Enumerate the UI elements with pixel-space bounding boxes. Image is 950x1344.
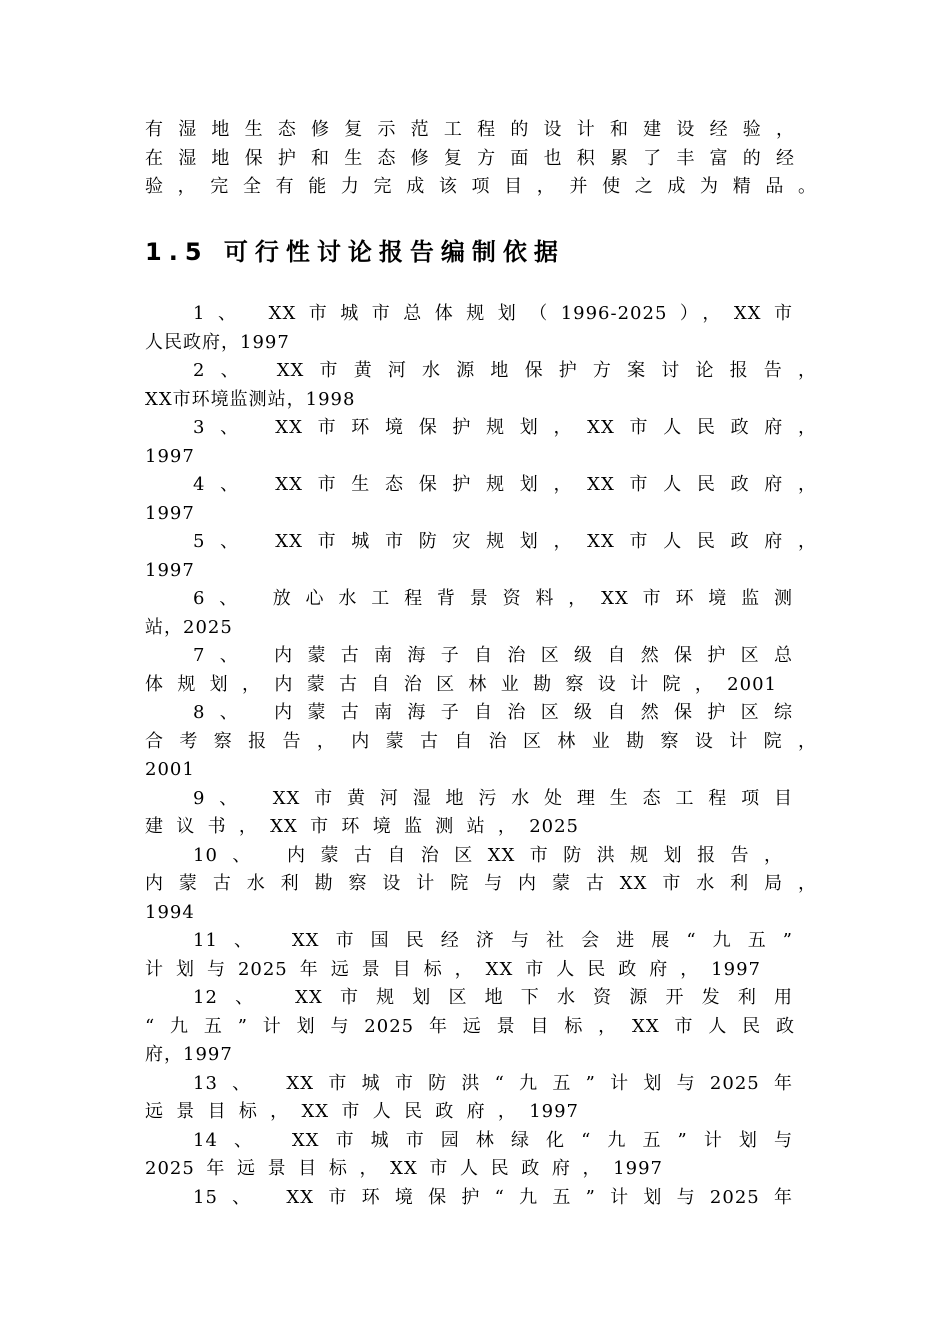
reference-line: 府，1997 — [145, 1044, 233, 1065]
reference-line: 1、 XX市城市总体规划（1996-2025），XX市 — [193, 303, 793, 324]
reference-line: 8、 内蒙古南海子自治区级自然保护区综 — [193, 702, 793, 723]
reference-line: 13、 XX市城市防洪“九五”计划与2025年 — [193, 1073, 793, 1094]
reference-line: 4、 XX市生态保护规划，XX市人民政府， — [193, 474, 817, 495]
reference-line: 2025年远景目标，XX市人民政府，1997 — [145, 1158, 663, 1179]
intro-line: 在湿地保护和生态修复方面也积累了丰富的经 — [145, 148, 795, 169]
reference-line: 1994 — [145, 902, 195, 923]
section-heading: 1.5 可行性讨论报告编制依据 — [145, 238, 565, 266]
reference-line: 11、 XX市国民经济与社会进展“九五” — [193, 930, 793, 951]
reference-line: 9、 XX市黄河湿地污水处理生态工程项目 — [193, 788, 793, 809]
intro-line: 有湿地生态修复示范工程的设计和建设经验， — [145, 119, 795, 140]
reference-line: 6、 放心水工程背景资料，XX市环境监测 — [193, 588, 793, 609]
reference-line: 远景目标，XX市人民政府，1997 — [145, 1101, 579, 1122]
reference-line: 计划与2025年远景目标，XX市人民政府，1997 — [145, 959, 761, 980]
reference-line: 人民政府，1997 — [145, 332, 290, 353]
reference-line: 1997 — [145, 446, 195, 467]
intro-line: 验，完全有能力完成该项目，并使之成为精品。 — [145, 176, 817, 197]
reference-line: 14、 XX市城市园林绿化“九五”计划与 — [193, 1130, 793, 1151]
reference-line: 10、 内蒙古自治区XX市防洪规划报告， — [193, 845, 783, 866]
reference-line: 7、 内蒙古南海子自治区级自然保护区总 — [193, 645, 793, 666]
reference-line: 体规划，内蒙古自治区林业勘察设计院，2001 — [145, 674, 777, 695]
reference-line: 1997 — [145, 560, 195, 581]
reference-line: 15、 XX市环境保护“九五”计划与2025年 — [193, 1187, 793, 1208]
reference-line: 建议书，XX市环境监测站，2025 — [145, 816, 579, 837]
reference-line: 2、 XX市黄河水源地保护方案讨论报告， — [193, 360, 817, 381]
reference-line: 合考察报告，内蒙古自治区林业勘察设计院， — [145, 731, 817, 752]
reference-line: 站，2025 — [145, 617, 233, 638]
reference-line: XX市环境监测站，1998 — [145, 389, 356, 410]
reference-line: “九五”计划与2025年远景目标，XX市人民政 — [145, 1016, 795, 1037]
reference-line: 1997 — [145, 503, 195, 524]
reference-line: 12、 XX市规划区地下水资源开发利用 — [193, 987, 793, 1008]
reference-line: 5、 XX市城市防灾规划，XX市人民政府， — [193, 531, 817, 552]
reference-line: 3、 XX市环境保护规划，XX市人民政府， — [193, 417, 817, 438]
reference-line: 2001 — [145, 759, 195, 780]
reference-line: 内蒙古水利勘察设计院与内蒙古XX市水利局， — [145, 873, 817, 894]
